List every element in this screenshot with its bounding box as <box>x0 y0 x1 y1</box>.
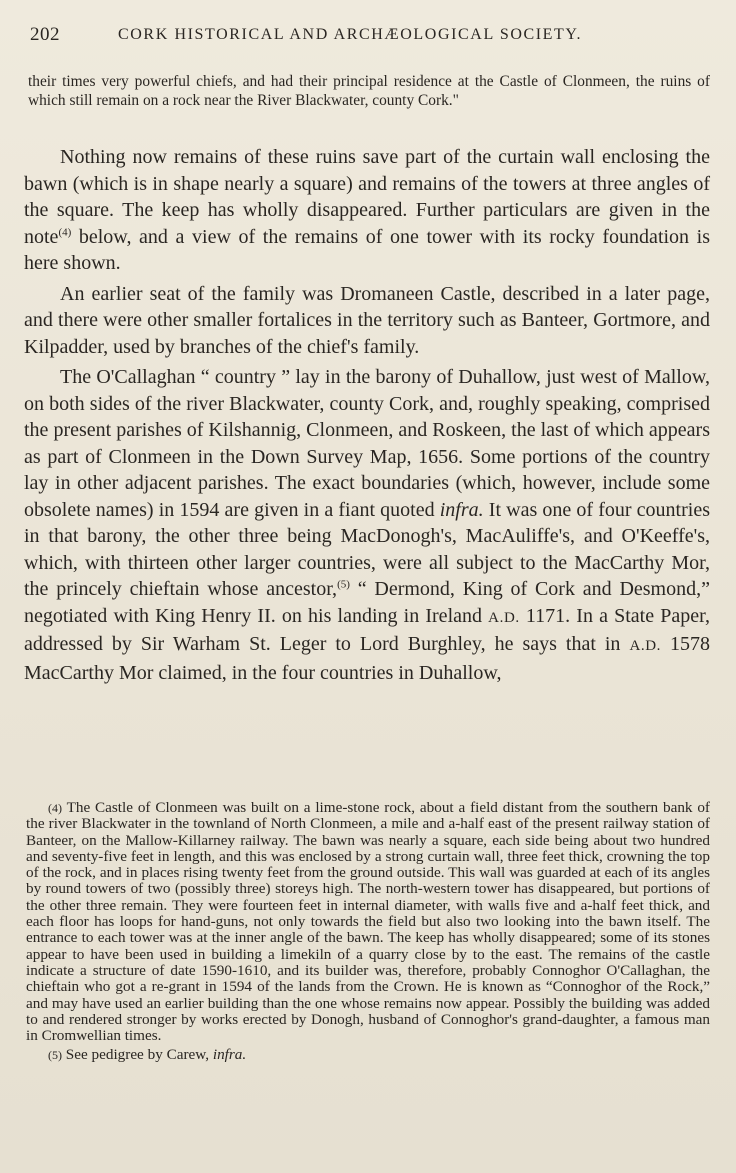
paragraph-clonmeen-ruins <box>24 144 710 277</box>
paragraph-dromaneen: An earlier seat of the family was Dromaneen Castle, described in a later page, and there were other smaller fortalices in the territory such as Banteer, Gortmore, and Kilpadder, used by branches of the chief's family. <box>24 282 710 358</box>
footnote-text: The Castle of Clonmeen was built on a lime-stone rock, about a field distant from the southern bank of the river Blackwater in the townland of North Clonmeen, a mile and a-half east of the present railway station of Banteer, on the Mallow-Killarney railway. The bawn was nearly a square, each side being about two hundred and seventy-five feet in length, and this was enclosed by a strong curtain wall, three feet thick, crowning the top of the rock, and in places rising twenty feet from the ground outside. This wall was guarded at each of its angles by round towers of two (possibly three) storeys high. The north-western tower has disappeared, but portions of the other three remain. They were fourteen feet in internal diameter, with walls five and a-half feet thick, and each floor has loops for hand-guns, not only towards the field but also two looking into the bawn itself. The entrance to each tower was at the inner angle of the bawn. The keep has wholly disappeared; some of its stones appear to have been used in building a limekiln of a quarry close by to the east. The remains of the castle indicate a structure of date 1590-1610, and its builder was, therefore, probably Connoghor O'Callaghan, the chieftain who got a re-grant in 1594 of the lands from the Crown. He is known as “Connoghor of the Rock,” and may have used an earlier building than the one whose remains now appear. Possibly the building was added to and rendered stronger by works erected by Donogh, husband of Connoghor's grand-daughter, a famous man in Cromwellian times. <box>26 799 710 1045</box>
footnote-marker: (5) <box>48 1048 62 1063</box>
footnote-4 <box>26 800 710 1044</box>
main-text <box>24 144 710 686</box>
text-run: 1171. In a State Paper, addressed by Sir Warham St. Leger to Lord Burghley, he says that in <box>24 604 710 655</box>
italic-infra: infra. <box>439 498 484 521</box>
running-head: CORK HISTORICAL AND ARCHÆOLOGICAL SOCIETY. <box>118 26 583 43</box>
footnote-marker: (4) <box>48 801 62 815</box>
footnotes <box>26 800 710 1064</box>
era-abbrev: A.D. <box>488 609 520 626</box>
italic-infra: infra. <box>212 1046 247 1064</box>
text-run: Nothing now remains of these ruins save part of the curtain wall enclosing the bawn (which is in shape nearly a square) and remains of the towers at three angles of the square. The keep has wholly disappeared. Further particulars are given in the note <box>24 146 710 248</box>
footnote-5 <box>26 1047 710 1063</box>
era-abbrev: A.D. <box>629 638 662 654</box>
paragraph-ocallaghan-country <box>24 364 710 686</box>
text-run: “ Dermond, King of Cork and Desmond,” negotiated with King Henry II. on his landing in Ireland <box>24 578 710 627</box>
text-run: The O'Callaghan “ country ” lay in the barony of Duhallow, just west of Mallow, on both sides of the river Blackwater, county Cork, and, roughly speaking, comprised the present parishes of Kilshannig, Clonmeen, and Roskeen, the last of which appears as part of Clonmeen in the Down Survey Map, 1656. Some portions of the country lay in other adjacent parishes. The exact boundaries (which, however, include some obsolete names) in 1594 are given in a fiant quoted <box>24 366 710 521</box>
text-run: 1578 MacCarthy Mor claimed, in the four countries in Duhallow, <box>24 633 711 684</box>
footnote-ref-5[interactable]: (5) <box>337 578 350 591</box>
text-run: It was one of four countries in that barony, the other three being MacDonogh's, MacAuliffe's, and O'Keeffe's, which, with thirteen other larger countries, were all subject to the MacCarthy Mor, the princely chieftain whose ancestor, <box>24 498 710 600</box>
footnote-text: See pedigree by Carew, <box>65 1046 213 1064</box>
footnote-ref-4[interactable]: (4) <box>58 225 72 238</box>
page-number: 202 <box>30 24 60 45</box>
quote-continuation: their times very powerful chiefs, and had their principal residence at the Castle of Clonmeen, the ruins of which still remain on a rock near the River Blackwater, county Cork." <box>28 73 710 109</box>
text-run: below, and a view of the remains of one tower with its rocky foundation is here shown. <box>24 225 710 274</box>
page-header <box>30 24 706 54</box>
